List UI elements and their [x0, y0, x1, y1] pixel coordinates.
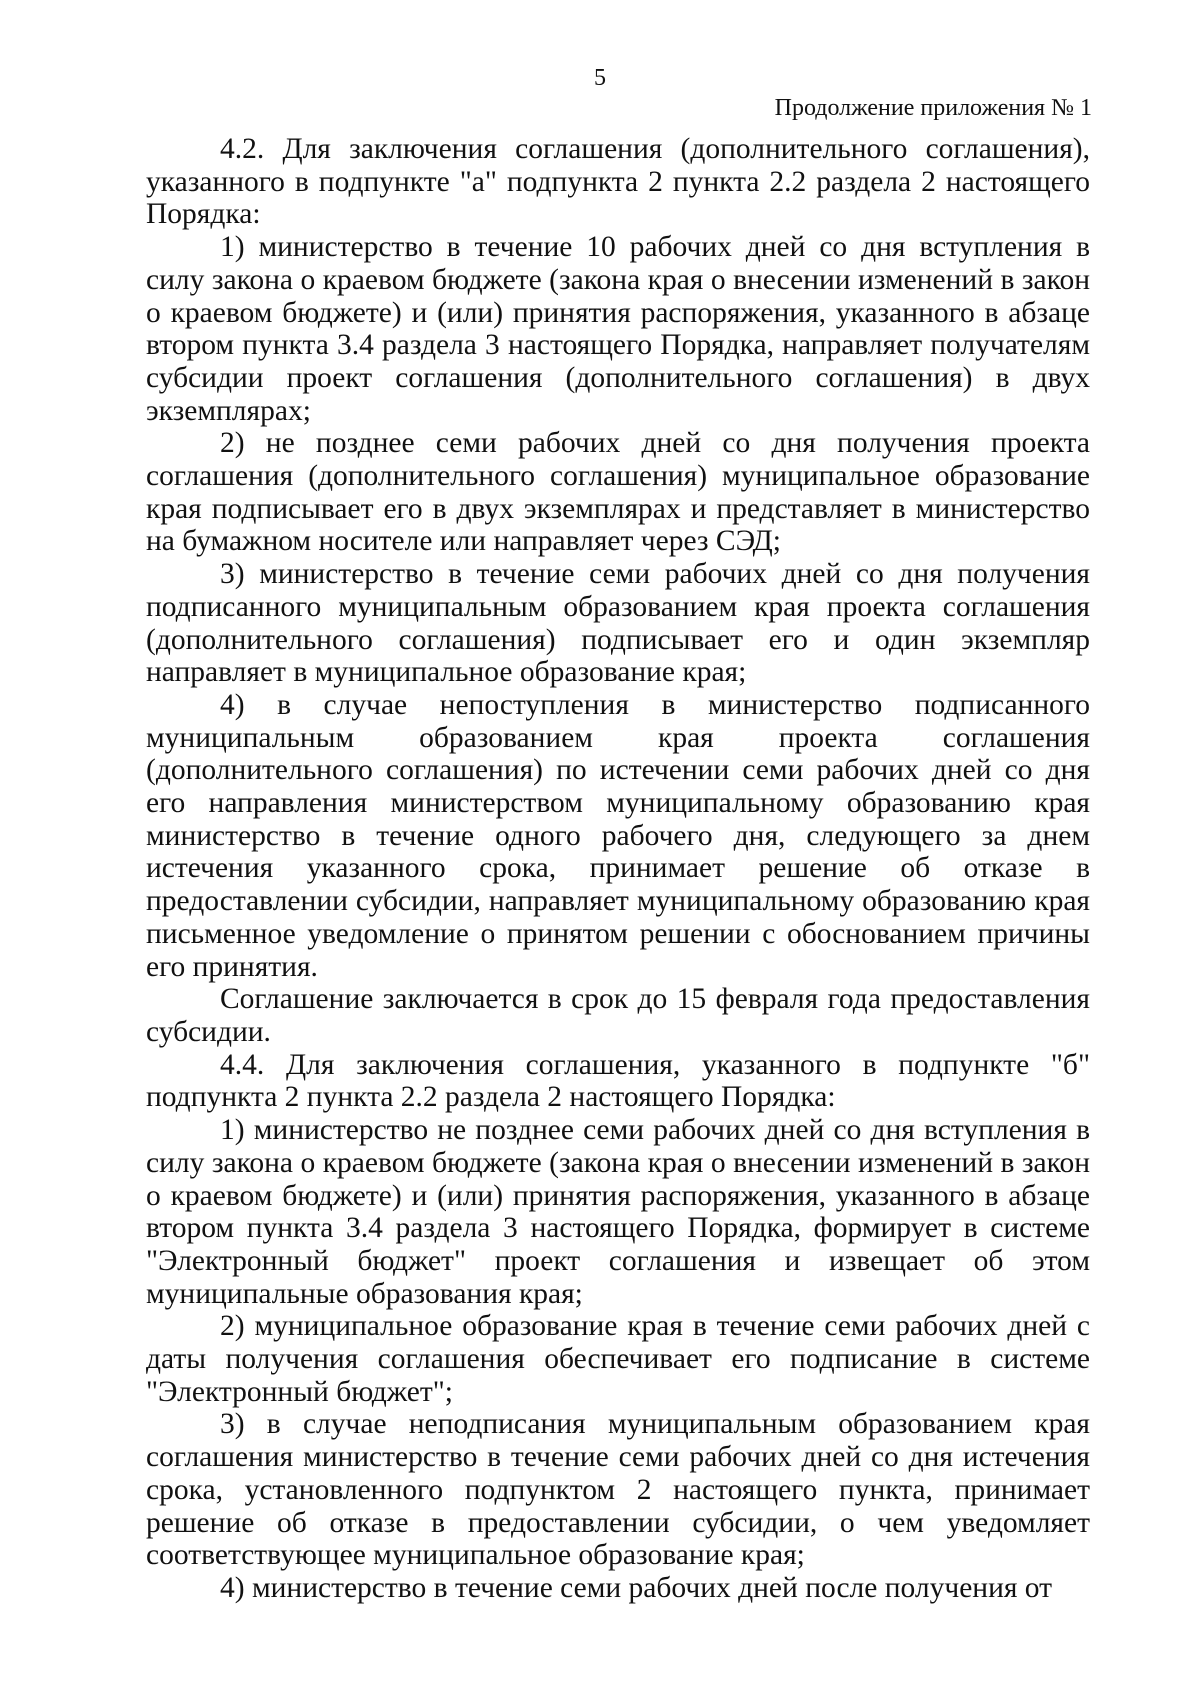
- page-number: 5: [594, 65, 606, 91]
- clause-4-2-item-3: 3) министерство в течение семи рабочих дней со дня получения подписанного муниципальным образованием края проекта соглашения (дополнительного соглашения) подписывает его и один экземпляр направляет в муниципальное образование края;: [146, 558, 1090, 689]
- document-body: [146, 133, 1090, 1605]
- clause-4-4-item-1: 1) министерство не позднее семи рабочих дней со дня вступления в силу закона о краевом бюджете (закона края о внесении изменений в закон о краевом бюджете) и (или) принятия распоряжения, указанного в абзаце втором пункта 3.4 раздела 3 настоящего Порядка, формирует в системе "Электронный бюджет" проект соглашения и извещает об этом муниципальные образования края;: [146, 1114, 1090, 1310]
- appendix-continuation-note: Продолжение приложения № 1: [774, 95, 1092, 121]
- clause-4-2-item-2: 2) не позднее семи рабочих дней со дня получения проекта соглашения (дополнительного соглашения) муниципальное образование края подписывает его в двух экземплярах и представляет в министерство на бумажном носителе или направляет через СЭД;: [146, 427, 1090, 558]
- clause-4-4-intro: 4.4. Для заключения соглашения, указанного в подпункте "б" подпункта 2 пункта 2.2 раздела 2 настоящего Порядка:: [146, 1048, 1090, 1114]
- clause-4-2-item-1: 1) министерство в течение 10 рабочих дней со дня вступления в силу закона о краевом бюджете (закона края о внесении изменений в закон о краевом бюджете) и (или) принятия распоряжения, указанного в абзаце втором пункта 3.4 раздела 3 настоящего Порядка, направляет получателям субсидии проект соглашения (дополнительного соглашения) в двух экземплярах;: [146, 231, 1090, 427]
- clause-4-2-item-4: 4) в случае непоступления в министерство подписанного муниципальным образованием края проекта соглашения (дополнительного соглашения) по истечении семи рабочих дней со дня его направления министерством муниципальному образованию края министерство в течение одного рабочего дня, следующего за днем истечения указанного срока, принимает решение об отказе в предоставлении субсидии, направляет муниципальному образованию края письменное уведомление о принятом решении с обоснованием причины его принятия.: [146, 688, 1090, 983]
- clause-4-4-item-3: 3) в случае неподписания муниципальным образованием края соглашения министерство в течение семи рабочих дней со дня истечения срока, установленного подпунктом 2 настоящего пункта, принимает решение об отказе в предоставлении субсидии, о чем уведомляет соответствующее муниципальное образование края;: [146, 1408, 1090, 1572]
- clause-4-2-intro: 4.2. Для заключения соглашения (дополнительного соглашения), указанного в подпункте "а" подпункта 2 пункта 2.2 раздела 2 настоящего Порядка:: [146, 133, 1090, 231]
- clause-4-4-item-4: 4) министерство в течение семи рабочих дней после получения от: [220, 1571, 1053, 1604]
- clause-4-4-item-2: 2) муниципальное образование края в течение семи рабочих дней с даты получения соглашения обеспечивает его подписание в системе "Электронный бюджет";: [146, 1310, 1090, 1408]
- agreement-deadline-paragraph: Соглашение заключается в срок до 15 февраля года предоставления субсидии.: [146, 983, 1090, 1048]
